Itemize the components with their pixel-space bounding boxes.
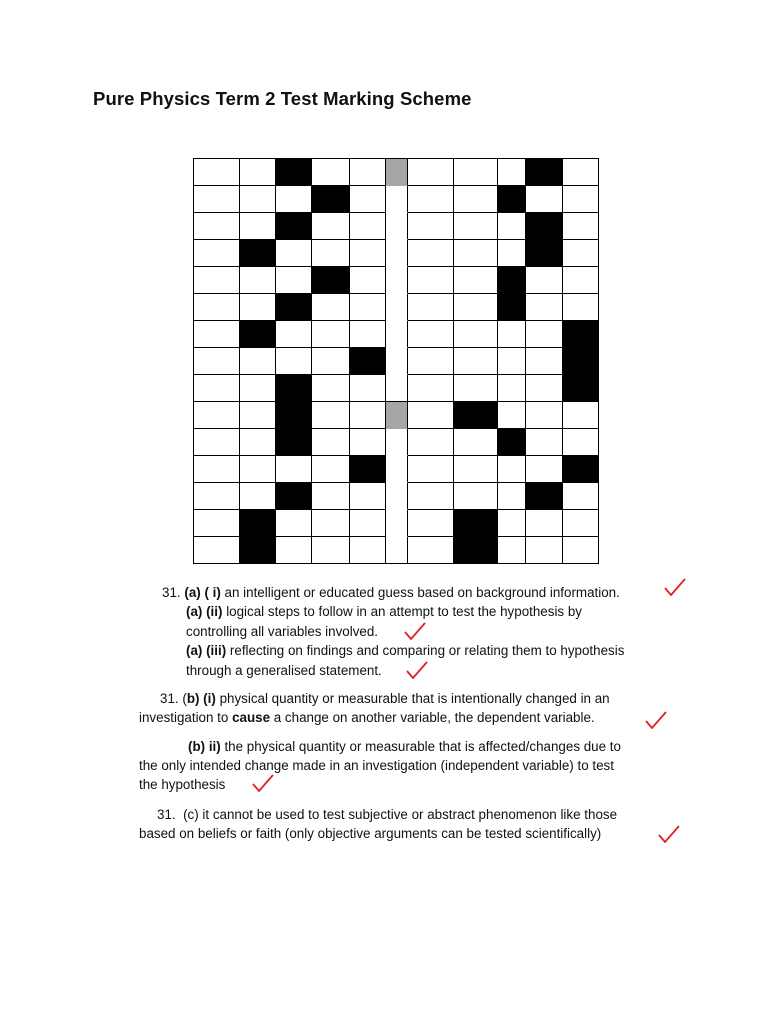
answer-31a-ii-line-2 (186, 625, 378, 638)
answer-text: (c) it cannot be used to test subjective or abstract phenomenon like those (183, 807, 618, 822)
red-tick-mark-icon (404, 622, 426, 640)
answer-31b-i-line-2 (139, 711, 595, 724)
part-label: (a) (ii) (186, 604, 223, 619)
red-tick-mark-icon (406, 661, 428, 679)
question-number: 31. (160, 691, 179, 706)
answer-text: investigation to (139, 710, 229, 725)
answer-text: controlling all variables involved. (186, 624, 379, 639)
red-tick-mark-icon (658, 825, 680, 843)
answer-text: through a generalised statement. (186, 663, 382, 678)
answer-31a-ii-line-1 (186, 605, 582, 618)
answer-text: physical quantity or measurable that is intentionally changed in an (219, 691, 610, 706)
red-tick-mark-icon (664, 578, 686, 596)
part-label: (b) ii) (188, 739, 221, 754)
question-number: 31. (157, 807, 176, 822)
red-tick-mark-icon (252, 774, 274, 792)
answer-text: the hypothesis (139, 777, 226, 792)
answer-31a-i-line (162, 586, 620, 599)
answer-text: an intelligent or educated guess based on background information. (224, 585, 620, 600)
page-title: Pure Physics Term 2 Test Marking Scheme (93, 88, 472, 109)
part-label: b) (i) (186, 691, 216, 706)
answer-text: logical steps to follow in an attempt to test the hypothesis by (226, 604, 582, 619)
answer-text: the only intended change made in an investigation (independent variable) to test (139, 758, 614, 773)
answer-text: based on beliefs or faith (only objective arguments can be tested scientifically) (139, 826, 602, 841)
answer-text: reflecting on findings and comparing or relating them to hypothesis (229, 643, 625, 658)
answer-text: the physical quantity or measurable that is affected/changes due to (224, 739, 621, 754)
answer-31b-ii-line-1 (188, 740, 621, 753)
part-label: (a) (iii) (186, 643, 227, 658)
answer-31b-ii-line-2 (139, 759, 614, 772)
answer-31c-line-1 (157, 808, 617, 821)
answer-31a-iii-line-2 (186, 664, 382, 677)
part-label: (a) ( i) (184, 585, 221, 600)
answer-31a-iii-line-1 (186, 644, 624, 657)
answer-31c-line-2 (139, 827, 601, 840)
answer-31b-i-line-1 (160, 692, 610, 705)
red-tick-mark-icon (645, 711, 667, 729)
answer-31b-ii-line-3 (139, 778, 225, 791)
question-number: 31. (162, 585, 181, 600)
emphasis-text: cause (232, 710, 271, 725)
answer-text: a change on another variable, the dependent variable. (273, 710, 595, 725)
part-paren: ( (182, 691, 187, 706)
